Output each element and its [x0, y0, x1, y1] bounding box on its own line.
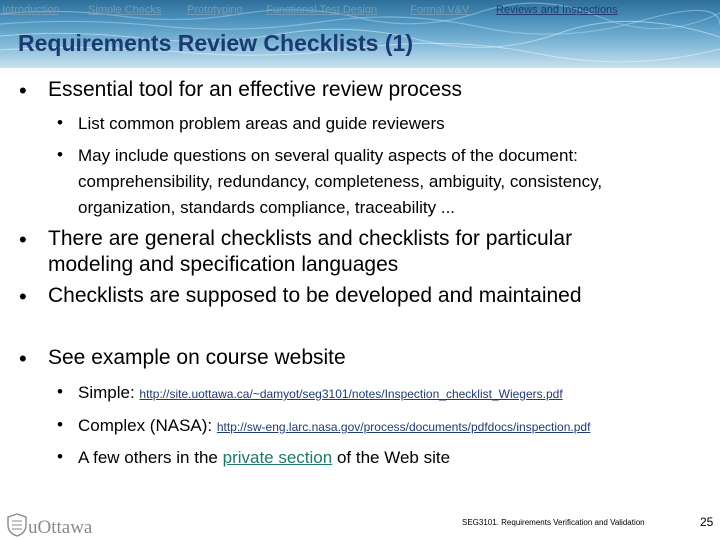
course-footer: SEG3101. Requirements Verification and Validation: [462, 518, 645, 527]
bullet-dot: •: [57, 145, 63, 164]
nasa-checklist-link[interactable]: http://sw-eng.larc.nasa.gov/process/documents/pdfdocs/inspection.pdf: [216, 420, 591, 434]
bullet-continuation: organization, standards compliance, traceability ...: [78, 198, 456, 217]
bullet-text: Essential tool for an effective review process: [48, 78, 462, 101]
complex-label: Complex (NASA):: [78, 416, 213, 435]
simple-checklist-link[interactable]: http://site.uottawa.ca/~damyot/seg3101/notes/Inspection_checklist_Wiegers.pdf: [139, 387, 563, 401]
nav-functional-test-design[interactable]: Functional Test Design: [266, 4, 378, 16]
bullet-dot: •: [19, 227, 27, 252]
uottawa-logo-text: uOttawa: [28, 517, 93, 538]
bullet-dot: •: [19, 284, 27, 309]
bullet-text: See example on course website: [48, 346, 346, 369]
nav-formal-vv[interactable]: Formal V&V: [410, 4, 470, 16]
bullet-dot: •: [57, 382, 63, 401]
nav-prototyping[interactable]: Prototyping: [187, 4, 243, 16]
private-section-link[interactable]: private section: [222, 448, 333, 467]
bullet-dot: •: [57, 113, 63, 132]
uottawa-crest-icon: [6, 513, 28, 537]
bullet-dot: •: [19, 346, 27, 371]
bullet-dot: •: [57, 447, 63, 466]
bullet-dot: •: [57, 415, 63, 434]
top-navigation: [0, 2, 720, 22]
nav-simple-checks[interactable]: Simple Checks: [88, 4, 162, 16]
slide-title: Requirements Review Checklists (1): [18, 30, 413, 56]
nav-reviews-and-inspections[interactable]: Reviews and Inspections: [496, 4, 618, 16]
simple-label: Simple:: [78, 383, 135, 402]
bullet-continuation: modeling and specification languages: [48, 253, 399, 276]
bullet-continuation: comprehensibility, redundancy, completeness, ambiguity, consistency,: [78, 172, 603, 191]
others-prefix: A few others in the: [78, 448, 218, 467]
bullet-text: Checklists are supposed to be developed and maintained: [48, 284, 582, 307]
bullet-dot: •: [19, 78, 27, 103]
bullet-text: There are general checklists and checklists for particular: [48, 227, 573, 250]
bullet-text: List common problem areas and guide reviewers: [78, 114, 445, 133]
others-suffix: of the Web site: [336, 448, 451, 467]
page-number: 25: [700, 515, 714, 529]
nav-introduction[interactable]: Introduction: [2, 4, 60, 16]
bullet-text: May include questions on several quality aspects of the document:: [78, 146, 578, 165]
